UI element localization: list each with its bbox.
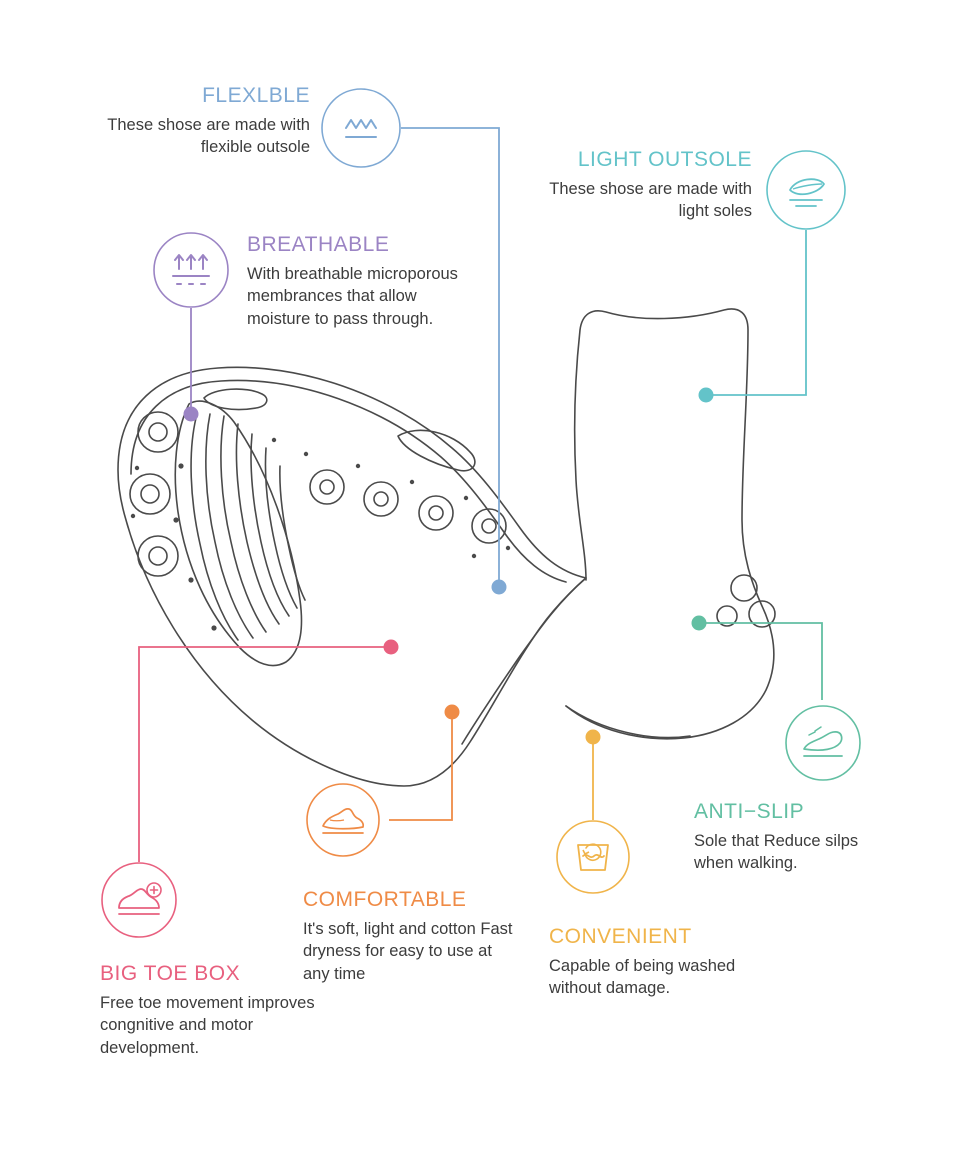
feature-desc-breathable: With breathable microporous membrances that allow moisture to pass through. bbox=[247, 265, 458, 328]
air-arrows-icon bbox=[153, 232, 229, 308]
feather-sole-icon bbox=[766, 150, 846, 230]
feature-title-anti-slip: ANTI−SLIP bbox=[694, 800, 805, 823]
icon-circle-convenient bbox=[556, 820, 630, 894]
feature-title-flexible: FLEXLBLE bbox=[202, 84, 310, 107]
feature-desc-comfortable: It's soft, light and cotton Fast dryness for easy to use at any time bbox=[303, 920, 513, 983]
feature-anti-slip bbox=[694, 800, 869, 875]
feature-big-toe-box bbox=[100, 962, 330, 1059]
feature-title-convenient: CONVENIENT bbox=[549, 925, 692, 948]
feature-breathable bbox=[247, 233, 479, 330]
feature-convenient bbox=[549, 925, 775, 1000]
icon-circle-anti-slip bbox=[785, 705, 861, 781]
feature-desc-convenient: Capable of being washed without damage. bbox=[549, 957, 736, 998]
feature-desc-flexible: These shose are made with flexible outsole bbox=[107, 116, 310, 157]
connector-convenient bbox=[586, 730, 601, 821]
feature-title-breathable: BREATHABLE bbox=[247, 233, 390, 256]
feature-title-comfortable: COMFORTABLE bbox=[303, 888, 467, 911]
icon-circle-flexible bbox=[321, 88, 401, 168]
feature-desc-big-toe-box: Free toe movement improves congnitive and motor development. bbox=[100, 994, 315, 1057]
connector-light-outsole bbox=[699, 230, 807, 403]
feature-light-outsole bbox=[534, 148, 752, 223]
feature-flexible bbox=[86, 84, 310, 159]
feature-title-light-outsole: LIGHT OUTSOLE bbox=[577, 148, 752, 171]
comfort-shoe-icon bbox=[306, 783, 380, 857]
shoe-plus-icon bbox=[101, 862, 177, 938]
icon-circle-breathable bbox=[153, 232, 229, 308]
icon-circle-light-outsole bbox=[766, 150, 846, 230]
connector-flexible bbox=[401, 128, 507, 595]
connector-comfortable bbox=[389, 705, 460, 821]
washable-icon bbox=[556, 820, 630, 894]
connector-breathable bbox=[184, 308, 199, 422]
feature-title-big-toe-box: BIG TOE BOX bbox=[100, 962, 241, 985]
feature-comfortable bbox=[303, 888, 515, 985]
feature-desc-anti-slip: Sole that Reduce silps when walking. bbox=[694, 832, 859, 873]
icon-circle-comfortable bbox=[306, 783, 380, 857]
zigzag-flex-icon bbox=[321, 88, 401, 168]
anti-slip-foot-icon bbox=[785, 705, 861, 781]
connector-anti-slip bbox=[692, 616, 823, 701]
feature-desc-light-outsole: These shose are made with light soles bbox=[549, 180, 752, 221]
icon-circle-big-toe-box bbox=[101, 862, 177, 938]
